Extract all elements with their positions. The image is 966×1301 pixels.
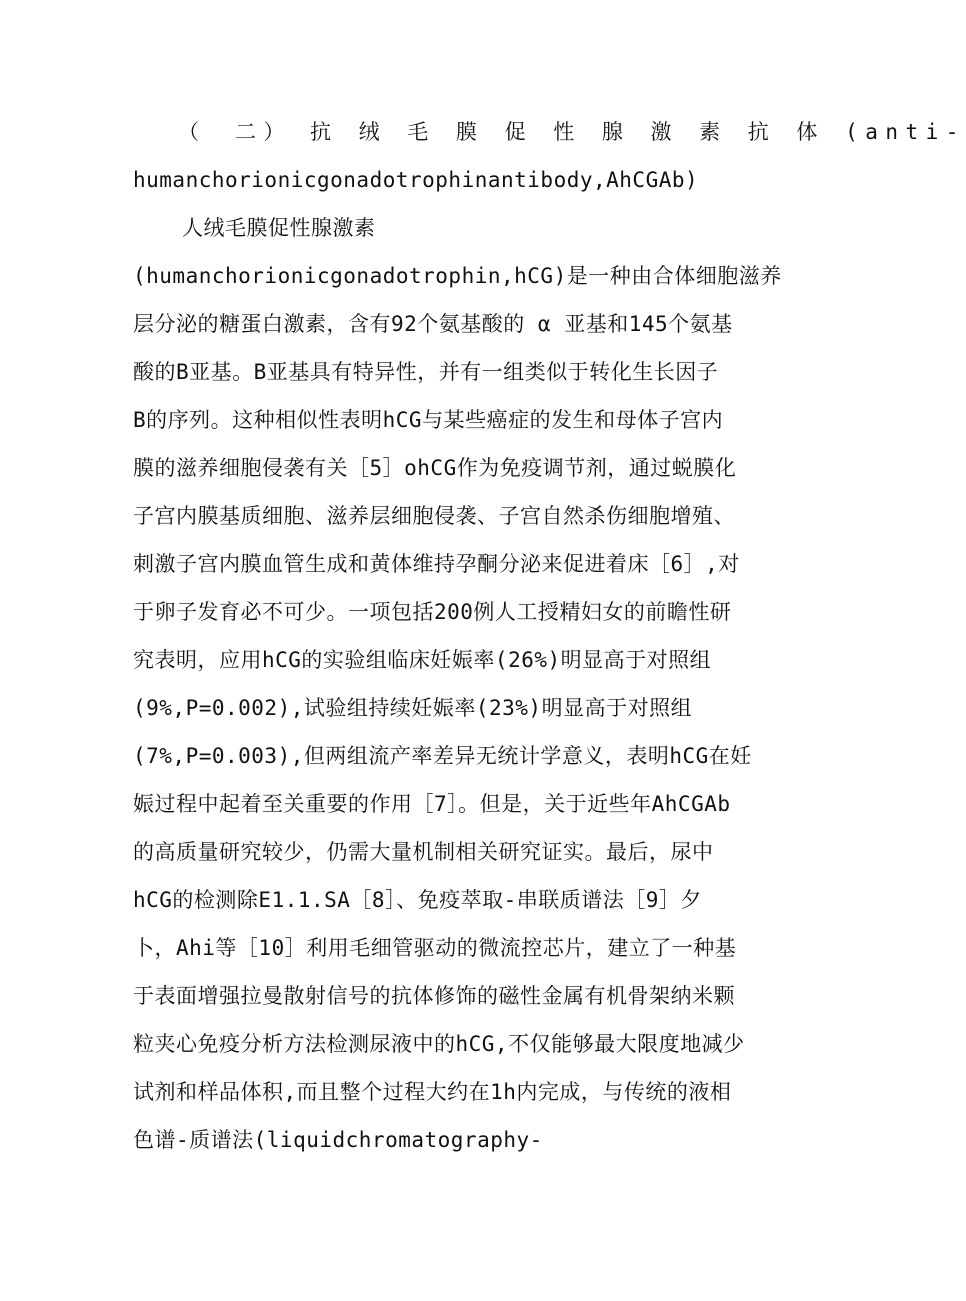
section-heading-line-2: humanchorionicgonadotrophinantibody,AhCGAb) bbox=[133, 168, 699, 192]
paragraph-line-1: 人绒毛膜促性腺激素 bbox=[182, 216, 376, 240]
paragraph-line-5: B的序列。这种相似性表明hCG与某些癌症的发生和母体子宫内 bbox=[133, 408, 724, 432]
paragraph-line-12: (7%,P=0.003),但两组流产率差异无统计学意义，表明hCG在妊 bbox=[133, 744, 752, 768]
paragraph-line-9: 于卵子发育必不可少。一项包括200例人工授精妇女的前瞻性研 bbox=[133, 600, 732, 624]
paragraph-line-7: 子宫内膜基质细胞、滋养层细胞侵袭、子宫自然杀伤细胞增殖、 bbox=[133, 504, 735, 528]
paragraph-line-4: 酸的B亚基。B亚基具有特异性，并有一组类似于转化生长因子 bbox=[133, 360, 719, 384]
paragraph-line-11: (9%,P=0.002),试验组持续妊娠率(23%)明显高于对照组 bbox=[133, 696, 693, 720]
paragraph-line-16: 卜，Ahi等［10］利用毛细管驱动的微流控芯片，建立了一种基 bbox=[133, 936, 737, 960]
paragraph-line-15: hCG的检测除E1.1.SA［8］、免疫萃取-串联质谱法［9］夕 bbox=[133, 888, 702, 912]
paragraph-line-2: (humanchorionicgonadotrophin,hCG)是一种由合体细胞滋养 bbox=[133, 264, 782, 288]
paragraph-line-14: 的高质量研究较少，仍需大量机制相关研究证实。最后，尿中 bbox=[133, 840, 714, 864]
section-heading-line-1: （ 二） 抗 绒 毛 膜 促 性 腺 激 素 抗 体 (anti- bbox=[178, 120, 966, 144]
paragraph-line-3: 层分泌的糖蛋白激素，含有92个氨基酸的 α 亚基和145个氨基 bbox=[133, 312, 733, 336]
paragraph-line-19: 试剂和样品体积,而且整个过程大约在1h内完成，与传统的液相 bbox=[133, 1080, 732, 1104]
paragraph-line-17: 于表面增强拉曼散射信号的抗体修饰的磁性金属有机骨架纳米颗 bbox=[133, 984, 735, 1008]
paragraph-line-13: 娠过程中起着至关重要的作用［7］。但是，关于近些年AhCGAb bbox=[133, 792, 731, 816]
paragraph-line-8: 刺激子宫内膜血管生成和黄体维持孕酮分泌来促进着床［6］,对 bbox=[133, 552, 740, 576]
paragraph-line-18: 粒夹心免疫分析方法检测尿液中的hCG,不仅能够最大限度地减少 bbox=[133, 1032, 745, 1056]
paragraph-line-6: 膜的滋养细胞侵袭有关［5］ohCG作为免疫调节剂，通过蜕膜化 bbox=[133, 456, 737, 480]
paragraph-line-20: 色谱-质谱法(liquidchromatography- bbox=[133, 1128, 543, 1152]
paragraph-line-10: 究表明，应用hCG的实验组临床妊娠率(26%)明显高于对照组 bbox=[133, 648, 712, 672]
